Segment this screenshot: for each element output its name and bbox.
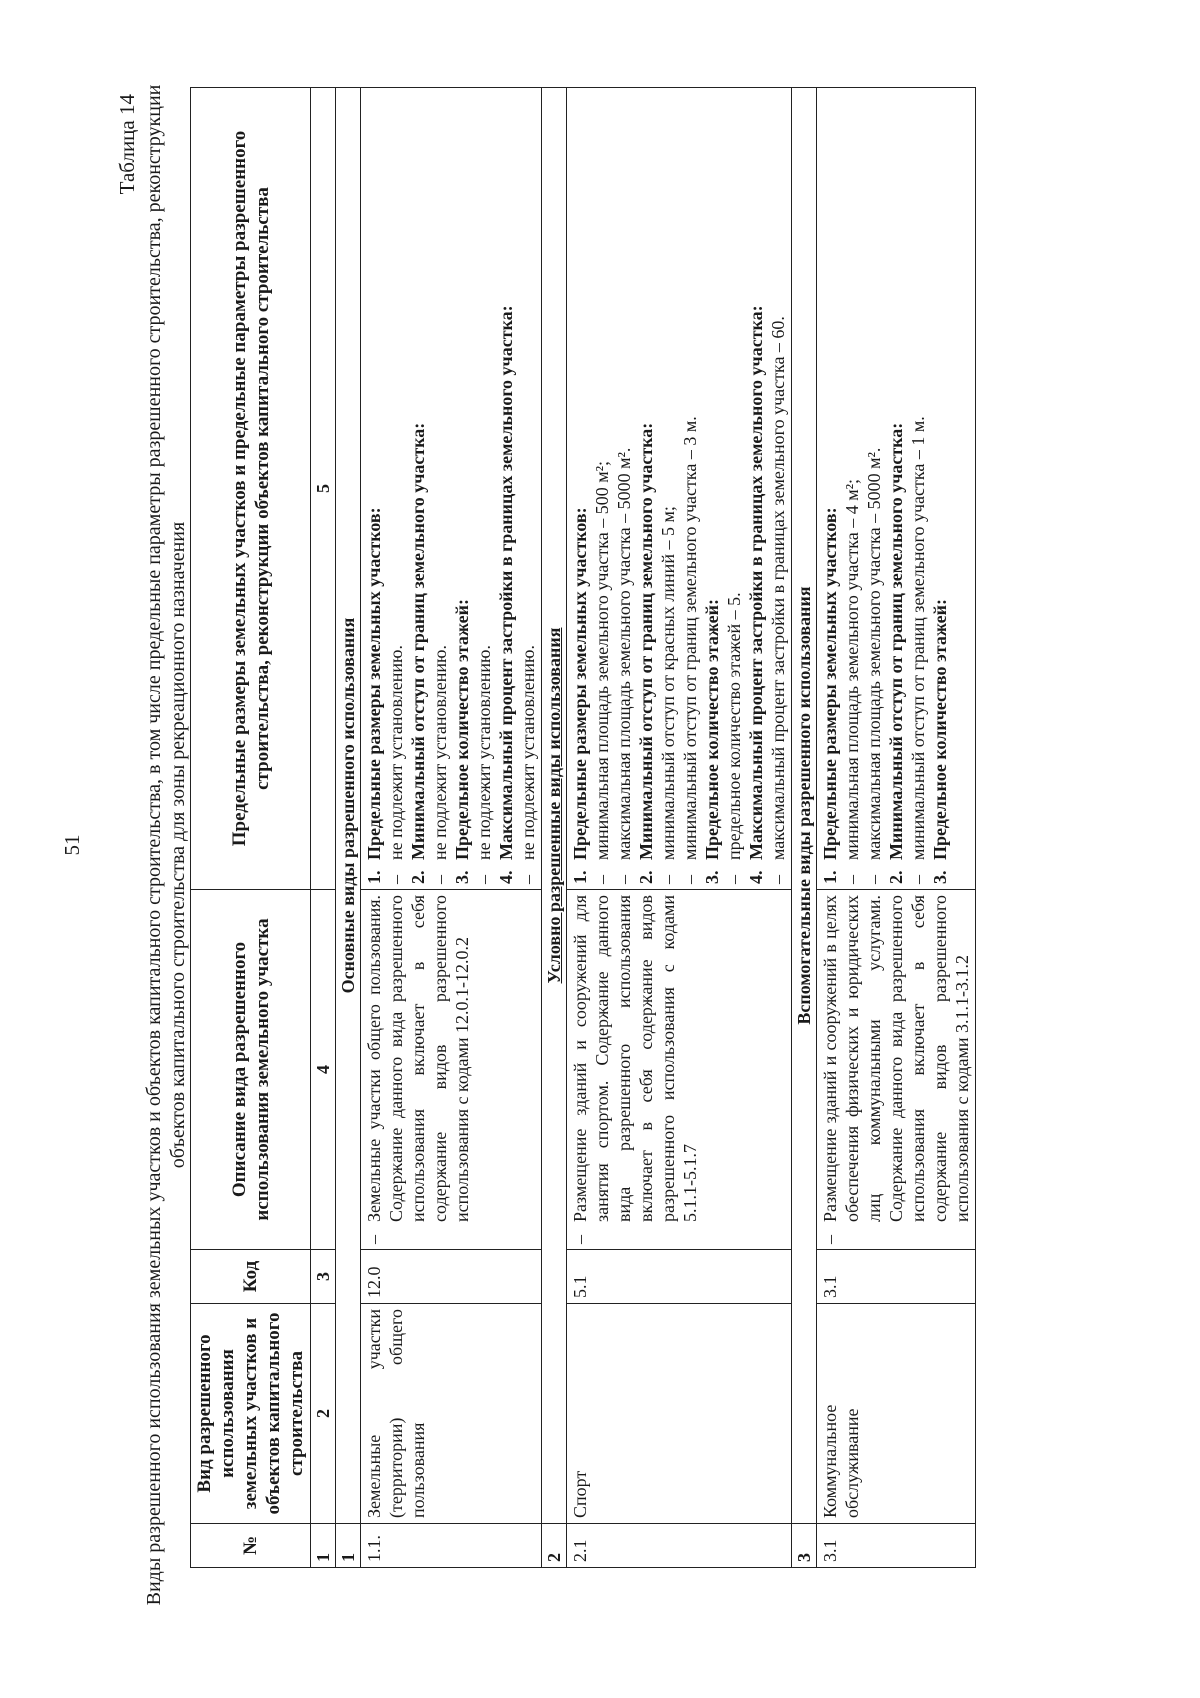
- parameter-marker: –: [474, 875, 494, 884]
- use-description-cell: [817, 890, 976, 1250]
- table-row: [361, 88, 542, 1568]
- parameter-marker: 2.: [408, 870, 428, 884]
- table-caption: Виды разрешенного использования земельных участков и объектов капитального строительства, в том числе предельные параметры разрешенного строительства, реконструкции объектов капитального строительства для зоны рекреационного назначения: [143, 84, 189, 1606]
- parameter-line: [863, 93, 885, 884]
- parameter-marker: 2.: [636, 870, 656, 884]
- parameter-marker: –: [658, 875, 678, 884]
- parameter-marker: –: [592, 875, 612, 884]
- parameter-text: Минимальный отступ от границ земельного участка:: [636, 422, 656, 860]
- parameter-text: Предельное количество этажей:: [930, 599, 950, 860]
- header-code: Код: [191, 1250, 311, 1304]
- use-description-cell: [567, 890, 792, 1250]
- use-description-cell: [361, 890, 542, 1250]
- parameter-marker: 4.: [746, 870, 766, 884]
- parameter-text: не подлежит установлению.: [386, 645, 406, 860]
- parameter-text: максимальный процент застройки в границах земельного участка – 60.: [768, 316, 788, 860]
- parameter-text: минимальный отступ от красных линий – 5 м;: [658, 506, 678, 860]
- row-number: 1.1.: [361, 1524, 542, 1568]
- header-use-type: Вид разрешенного использования земельных участков и объектов капитального строительства: [191, 1304, 311, 1524]
- section-title: [336, 88, 361, 1524]
- section-title: [792, 88, 817, 1524]
- parameter-marker: 2.: [886, 870, 906, 884]
- parameter-line: [591, 93, 613, 884]
- column-number-row: [311, 88, 336, 1568]
- use-code: 5.1: [567, 1250, 792, 1304]
- parameter-line: [657, 93, 679, 884]
- use-description: Земельные участки общего пользования. Содержание данного вида разрешенного использования включает в себя содержание видов разрешенного использования с кодами 12.0.1-12.0.2: [364, 895, 472, 1222]
- section-title-text: Условно разрешенные виды использования: [544, 627, 564, 984]
- parameter-text: максимальная площадь земельного участка – 5000 м².: [864, 447, 884, 860]
- section-number: 1: [336, 1524, 361, 1568]
- parameter-line: [407, 93, 429, 884]
- parameter-text: Предельные размеры земельных участков:: [570, 507, 590, 860]
- section-number: 3: [792, 1524, 817, 1568]
- column-number: 1: [311, 1524, 336, 1568]
- parameter-text: Минимальный отступ от границ земельного участка:: [408, 422, 428, 860]
- header-row: [191, 88, 311, 1568]
- section-title-text: Вспомогательные виды разрешенного использования: [794, 586, 814, 1025]
- table-row: [817, 88, 976, 1568]
- parameter-line: [767, 93, 789, 884]
- parameter-text: Предельные размеры земельных участков:: [364, 507, 384, 860]
- parameter-line: [517, 93, 539, 884]
- section-number: 2: [542, 1524, 567, 1568]
- parameter-line: [495, 93, 517, 884]
- parameter-line: [723, 93, 745, 884]
- use-type: Коммунальное обслуживание: [817, 1304, 976, 1524]
- parameter-text: Предельные размеры земельных участков:: [820, 507, 840, 860]
- table-row: [567, 88, 792, 1568]
- header-description: Описание вида разрешенного использования земельного участка: [191, 890, 311, 1250]
- parameter-marker: –: [768, 875, 788, 884]
- use-type: Земельные участки (территории) общего пользования: [361, 1304, 542, 1524]
- parameter-line: [473, 93, 495, 884]
- parameter-marker: –: [430, 875, 450, 884]
- parameters-cell: [567, 88, 792, 890]
- column-number: 5: [311, 88, 336, 890]
- parameter-text: минимальная площадь земельного участка – 500 м²;: [592, 460, 612, 860]
- parameter-text: Минимальный отступ от границ земельного участка:: [886, 422, 906, 860]
- table-label: Таблица 14: [115, 94, 139, 195]
- parameter-text: минимальный отступ от границ земельного участка – 1 м.: [908, 416, 928, 860]
- use-description: Размещение зданий и сооружений для занятия спортом. Содержание данного вида разрешенного использования включает в себя содержание видов разрешенного использования с кодами 5.1.1-5.1.7: [570, 895, 700, 1222]
- parameter-text: Максимальный процент застройки в границах земельного участка:: [496, 305, 516, 860]
- parameters-cell: [361, 88, 542, 890]
- parameter-marker: 3.: [702, 870, 722, 884]
- parameter-text: максимальная площадь земельного участка – 5000 м².: [614, 447, 634, 860]
- parameter-marker: 4.: [496, 870, 516, 884]
- dash-marker: –: [364, 1235, 384, 1244]
- parameter-marker: –: [680, 875, 700, 884]
- use-code: 12.0: [361, 1250, 542, 1304]
- parameter-marker: 1.: [570, 870, 590, 884]
- parameter-marker: 1.: [820, 870, 840, 884]
- rotated-page: [60, 60, 1120, 1630]
- parameter-line: [679, 93, 701, 884]
- parameter-marker: –: [614, 875, 634, 884]
- section-row: [792, 88, 817, 1568]
- parameter-text: не подлежит установлению.: [474, 645, 494, 860]
- parameter-line: [635, 93, 657, 884]
- column-number: 4: [311, 890, 336, 1250]
- parameter-text: Максимальный процент застройки в границах земельного участка:: [746, 305, 766, 860]
- parameter-text: не подлежит установлению.: [518, 645, 538, 860]
- parameter-text: не подлежит установлению.: [430, 645, 450, 860]
- parameter-marker: –: [724, 875, 744, 884]
- parameter-line: [929, 93, 951, 884]
- parameter-text: минимальная площадь земельного участка – 4 м²;: [842, 478, 862, 860]
- parameter-text: минимальный отступ от границ земельного участка – 3 м.: [680, 416, 700, 860]
- parameter-line: [429, 93, 451, 884]
- parameter-line: [819, 93, 841, 884]
- parameter-marker: –: [842, 875, 862, 884]
- parameter-marker: 3.: [930, 870, 950, 884]
- parameter-text: предельное количество этажей – 5.: [724, 592, 744, 860]
- table-body: [336, 88, 976, 1568]
- dash-marker: –: [820, 1235, 840, 1244]
- permitted-use-table: [190, 87, 976, 1568]
- column-number: 3: [311, 1250, 336, 1304]
- parameter-marker: –: [518, 875, 538, 884]
- row-number: 2.1: [567, 1524, 792, 1568]
- parameter-line: [363, 93, 385, 884]
- parameter-line: [907, 93, 929, 884]
- parameter-marker: 1.: [364, 870, 384, 884]
- parameter-marker: –: [908, 875, 928, 884]
- use-description: Размещение зданий и сооружений в целях обеспечения физических и юридических лиц коммунальными услугами. Содержание данного вида разрешенного использования включает в себя содержание видов разрешенного использования с кодами 3.1.1-3.1.2: [820, 895, 972, 1222]
- parameter-marker: –: [864, 875, 884, 884]
- parameter-line: [385, 93, 407, 884]
- parameter-marker: –: [386, 875, 406, 884]
- section-row: [542, 88, 567, 1568]
- section-row: [336, 88, 361, 1568]
- section-title-text: Основные виды разрешенного использования: [338, 617, 358, 994]
- use-code: 3.1: [817, 1250, 976, 1304]
- page-number: 51: [60, 834, 84, 856]
- column-number: 2: [311, 1304, 336, 1524]
- parameter-text: Предельное количество этажей:: [452, 599, 472, 860]
- header-number: №: [191, 1524, 311, 1568]
- parameter-line: [841, 93, 863, 884]
- header-parameters: Предельные размеры земельных участков и предельные параметры разрешенного строительства, реконструкции объектов капитального строительства: [191, 88, 311, 890]
- parameter-line: [569, 93, 591, 884]
- parameter-line: [885, 93, 907, 884]
- parameters-cell: [817, 88, 976, 890]
- parameter-marker: 3.: [452, 870, 472, 884]
- parameter-line: [451, 93, 473, 884]
- parameter-line: [613, 93, 635, 884]
- section-title: [542, 88, 567, 1524]
- dash-marker: –: [570, 1235, 590, 1244]
- parameter-line: [701, 93, 723, 884]
- use-type: Спорт: [567, 1304, 792, 1524]
- parameter-line: [745, 93, 767, 884]
- parameter-text: Предельное количество этажей:: [702, 599, 722, 860]
- row-number: 3.1: [817, 1524, 976, 1568]
